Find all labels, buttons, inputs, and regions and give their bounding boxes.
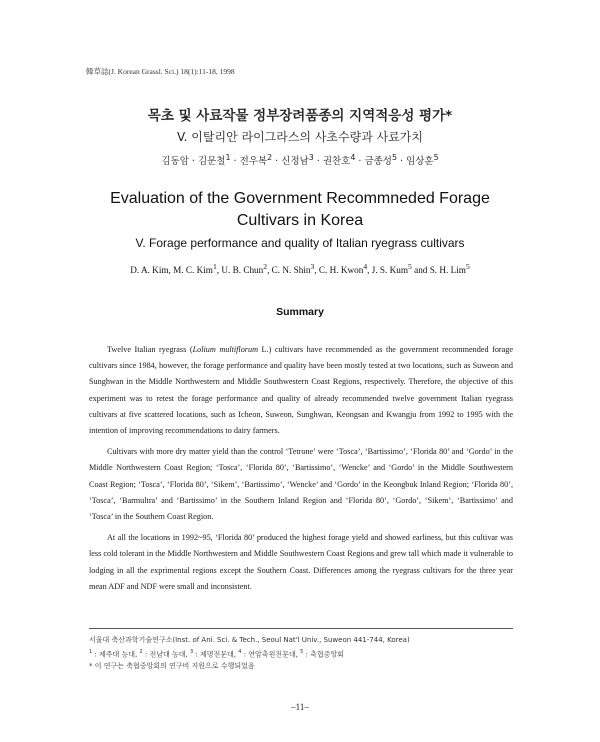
english-title: Evaluation of the Government Recommneded Forage Cultivars in Korea — [110, 190, 490, 229]
funding-note: * 이 연구는 축협중앙회의 연구비 지원으로 수행되었음 — [89, 662, 255, 671]
institution-notes: $^1$ : 제주대 농대, $^2$ : 전남대 농대, $^3$ : 제명전문대, $^4$ : 연암축원전문대, $^5$ : 축협중앙회 — [89, 649, 344, 659]
author: C. H. Kwon — [318, 265, 364, 276]
journal-citation: 韓草誌(J. Korean Grassl. Sci.) 18(1):11-18, 1998 — [86, 67, 235, 76]
author: 전우복 — [239, 156, 268, 168]
korean-author-list: 김동암 · 김문철$^1$ · 전우복$^2$ · 신정남$^3$ · 권찬호$^4$ · 금종성$^5$ · 임상훈$^5$ — [161, 153, 439, 168]
author: 임상훈 — [406, 156, 434, 168]
author-superscript: 4 — [363, 262, 368, 271]
summary-paragraph: Cultivars with more dry matter yield than the control ‘Tetrone’ were ‘Tosca’, ‘Bartissimo’, ‘Florida 80’ and ‘Gordo’ in the Middle Northwestern Coast Region; ‘Tosca’, ‘Florida 80’, ‘Bartissimo’, ‘Wencke’ and ‘Gordo’ in the Middle Southwestern Coast Region; ‘Tosca’, ‘Florida 80’, ‘Sikem’, ‘Bartissimo’, ‘Wencke’ and ‘Gordo’ in the Keongbuk Inland Region; ‘Florida 80’, ‘Tosca’, ‘Barmultra’ and ‘Bartissimo’ in the Southern Inland Region and ‘Florida 80’, ‘Gordo’, ‘Sikem’, ‘Bartissimo’ and ‘Tosca’ in the Southern Coast Region. — [89, 447, 513, 522]
author: U. B. Chun — [221, 265, 264, 276]
author: M. C. Kim — [173, 265, 213, 276]
summary-paragraph — [89, 342, 513, 439]
author-superscript: 1 — [212, 262, 217, 271]
author: S. H. Lim — [429, 265, 466, 276]
author-superscript: 5 — [465, 262, 470, 271]
author: 권찬호 — [322, 156, 351, 168]
author: 김문철 — [197, 156, 226, 168]
species-name: Lolium multiflorum — [192, 345, 258, 354]
author-superscript: 3 — [308, 153, 314, 162]
author-superscript: 5 — [408, 262, 412, 271]
author-superscript: 1 — [225, 153, 231, 162]
paragraph-text: Twelve Italian ryegrass ( — [107, 345, 193, 354]
author-superscript: 4 — [350, 153, 356, 162]
english-subtitle: V. Forage performance and quality of Italian ryegrass cultivars — [135, 236, 465, 250]
footnote-4: 연암축원전문대, — [248, 650, 298, 659]
paragraph-text: L.) cultivars have recommended as the government recommended forage cultivars since 1984, however, the forage performance and quality have been mostly tested at two locations, such as Suweon and Sunghwan in the Middle Northwestern and Middle Southwestern Coast Regions, respectively. Therefore, the objective of this experiment was to retest the forage performance and quality of already recommended twelve government Italian ryegrass cultivars at five scattered locations, such as Icheon, Suweon, Sunghwan, Keongsan and Kwangju from 1992 to 1995 with the intention of improving recommendations to dairy farmers. — [89, 345, 513, 436]
page-number: –11– — [291, 702, 309, 712]
author: 신정남 — [281, 156, 309, 168]
author: D. A. Kim — [130, 265, 169, 276]
author-superscript: 5 — [433, 153, 439, 162]
affiliation-note: 서울대 축산과학기술연구소(Inst. of Ani. Sci. & Tech., Seoul Nat'l Univ., Suweon 441-744, Korea) — [89, 636, 410, 644]
footnote-1: 제주대 농대, — [99, 650, 138, 659]
korean-subtitle: V. 이탈리안 라이그라스의 사초수량과 사료가치 — [177, 130, 423, 144]
summary-heading: Summary — [276, 306, 324, 318]
english-author-list: D. A. Kim, M. C. Kim$^1$, U. B. Chun$^2$, C. N. Shin$^3$, C. H. Kwon$^4$, J. S. Kum$^5$ and S. H. Lim$^5$ — [130, 262, 470, 276]
footnote-divider — [89, 628, 513, 629]
summary-paragraph: At all the locations in 1992~95, ‘Florida 80’ produced the highest forage yield and showed earliness, but this cultivar was less cold tolerant in the Middle Northwestern and Middle Southwestern Coast Regions and grew tall which made it vulnerable to lodging in all the exprimental regions except the Southern Coast. Differences among the ryegrass cultivars for the three year mean ADF and NDF were small and inconsistent. — [89, 533, 513, 591]
author: J. S. Kum — [371, 265, 408, 276]
footnote-3: 제명전문대, — [200, 650, 237, 659]
author-superscript: 2 — [263, 262, 268, 271]
footnote-2: 전남대 농대, — [149, 650, 188, 659]
author: 김동암 — [161, 156, 189, 168]
author-superscript: 3 — [310, 262, 315, 271]
author-superscript: 5 — [391, 153, 398, 162]
author: 금종성 — [364, 156, 392, 168]
author: C. N. Shin — [271, 265, 311, 276]
summary-body — [89, 342, 513, 600]
korean-title: 목초 및 사료작물 정부장려품종의 지역적응성 평가* — [147, 108, 453, 124]
footnote-5: 축협중앙회 — [310, 650, 344, 659]
footnotes — [89, 634, 513, 672]
author-superscript: 2 — [267, 153, 273, 162]
